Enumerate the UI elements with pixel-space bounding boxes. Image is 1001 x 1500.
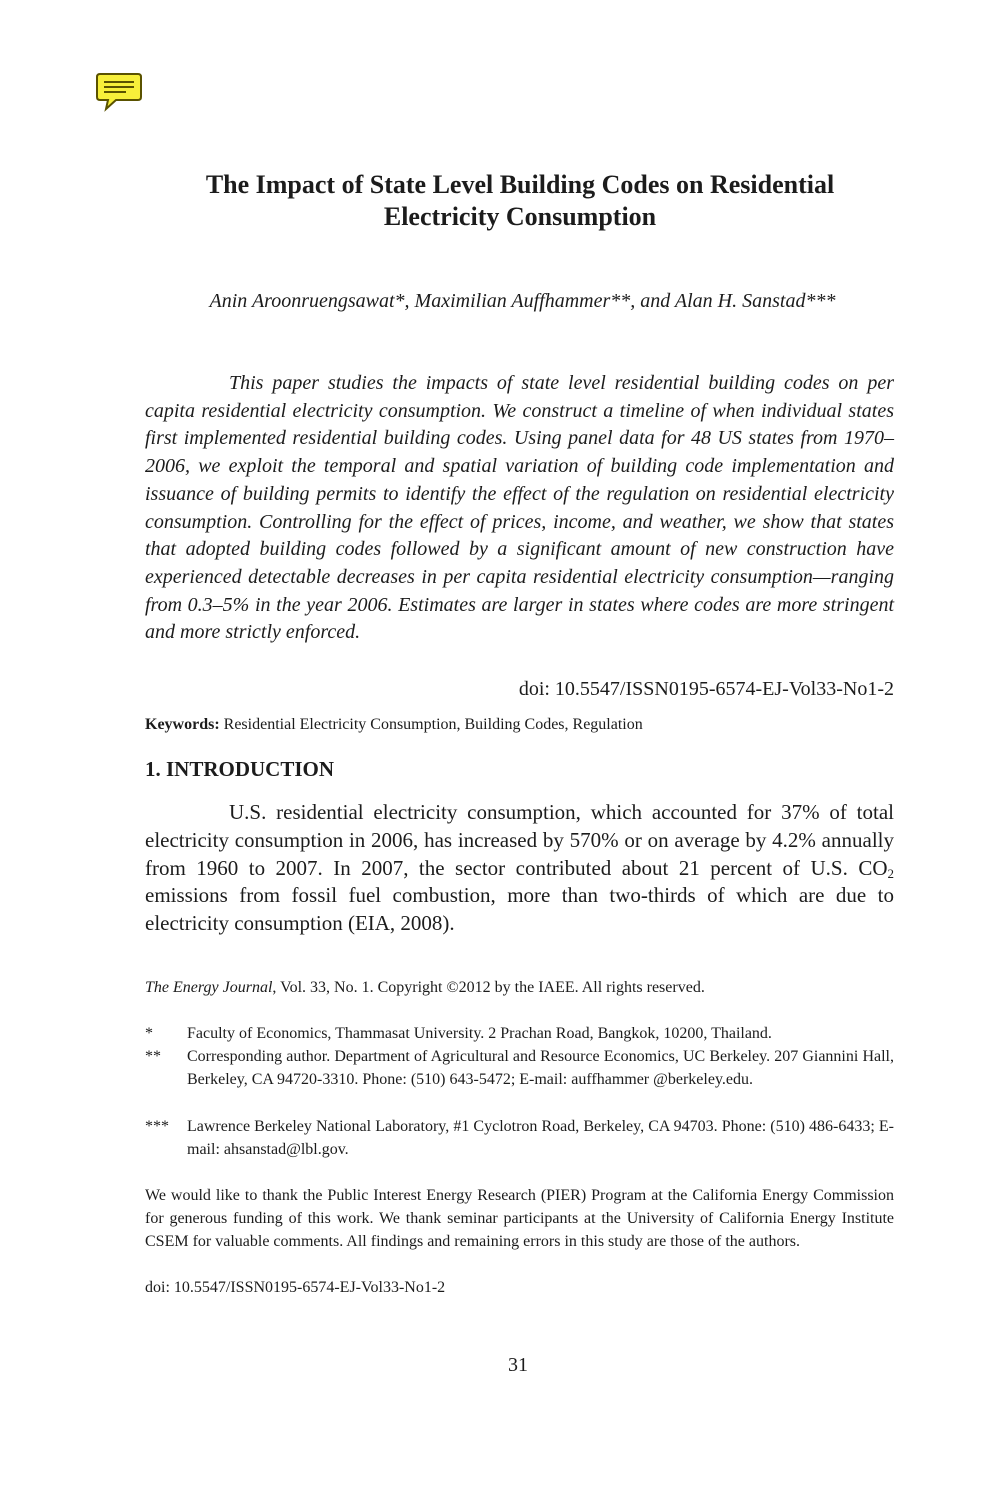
footnote-text: Corresponding author. Department of Agricultural and Resource Economics, UC Berkeley. 207 Giannini Hall, Berkeley, CA 94720-3310. Phone: (510) 643-5472; E-mail: auffhammer @berkeley.edu. [187, 1048, 894, 1088]
acknowledgement: We would like to thank the Public Interest Energy Research (PIER) Program at the California Energy Commission for generous funding of this work. We thank seminar participants at the University of California Energy Institute CSEM for valuable comments. All findings and remaining errors in this study are those of the authors. [145, 1187, 894, 1250]
page-number: 31 [508, 1354, 528, 1376]
footnote-text: Lawrence Berkeley National Laboratory, #1 Cyclotron Road, Berkeley, CA 94703. Phone: (510) 486-6433; E-mail: ahsanstad@lbl.gov. [187, 1118, 894, 1158]
journal-copyright-text: , Vol. 33, No. 1. Copyright ©2012 by the IAEE. All rights reserved. [272, 979, 705, 996]
intro-text-part1: U.S. residential electricity consumption, which accounted for 37% of total electricity consumption in 2006, has increased by 570% or on average by 4.2% annually from 1960 to 2007. In 2007, the sector contributed about 21 percent of U.S. CO [145, 800, 894, 880]
section-heading: 1. INTRODUCTION [145, 757, 335, 781]
keywords [145, 714, 894, 736]
footnote [145, 1115, 894, 1161]
footnote [145, 1022, 894, 1045]
acknowledgement-doi: doi: 10.5547/ISSN0195-6574-EJ-Vol33-No1-2 [145, 1279, 446, 1296]
journal-name: The Energy Journal [145, 979, 273, 996]
journal-copyright [145, 977, 894, 999]
footnote-text: Faculty of Economics, Thammasat University. 2 Prachan Road, Bangkok, 10200, Thailand. [187, 1025, 772, 1042]
keywords-label: Keywords: [145, 716, 220, 733]
footnote-marker: * [145, 1025, 153, 1042]
footnote-marker: ** [145, 1048, 161, 1065]
footnote [145, 1045, 894, 1091]
keywords-text: Residential Electricity Consumption, Building Codes, Regulation [219, 716, 643, 733]
paper-title: The Impact of State Level Building Codes on Residential Electricity Consumption [205, 170, 835, 231]
intro-paragraph [145, 799, 894, 938]
abstract-doi: doi: 10.5547/ISSN0195-6574-EJ-Vol33-No1-2 [518, 678, 894, 700]
intro-subscript: 2 [887, 865, 894, 881]
footnote-marker: *** [145, 1118, 169, 1135]
author-list: Anin Aroonruengsawat*, Maximilian Auffhammer**, and Alan H. Sanstad*** [209, 290, 836, 312]
abstract: This paper studies the impacts of state level residential building codes on per capita residential electricity consumption. We construct a timeline of when individual states first implemented residential building codes. Using panel data for 48 US states from 1970–2006, we exploit the temporal and spatial variation of building code implementation and issuance of building permits to identify the effect of the regulation on residential electricity consumption. Controlling for the effect of prices, income, and weather, we show that states that adopted building codes followed by a significant amount of new construction have experienced detectable decreases in per capita residential electricity consumption—ranging from 0.3–5% in the year 2006. Estimates are larger in states where codes are more stringent and more strictly enforced. [145, 372, 894, 644]
comment-note-icon[interactable] [96, 71, 142, 113]
intro-text-part2: emissions from fossil fuel combustion, more than two-thirds of which are due to electricity consumption (EIA, 2008). [145, 883, 894, 936]
